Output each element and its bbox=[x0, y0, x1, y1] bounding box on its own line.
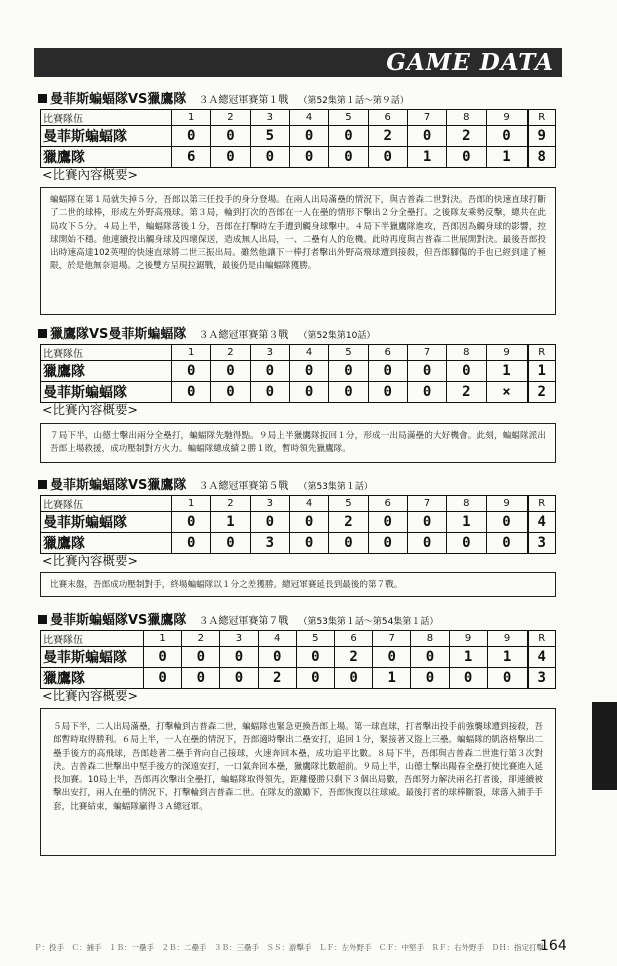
summary-label: <比賽內容概要> bbox=[42, 553, 138, 568]
team-name: 獵鷹隊 bbox=[41, 668, 144, 689]
score-cell: 0 bbox=[329, 361, 368, 382]
score-cell: 0 bbox=[329, 533, 368, 554]
score-cell: 0 bbox=[250, 361, 289, 382]
header-cell: 1 bbox=[172, 496, 211, 512]
score-cell: 0 bbox=[182, 647, 220, 668]
team-name: 曼菲斯蝙蝠隊 bbox=[41, 126, 172, 147]
score-cell: 0 bbox=[368, 382, 407, 403]
score-cell: 0 bbox=[289, 512, 328, 533]
score-cell: 0 bbox=[220, 668, 258, 689]
score-cell: 0 bbox=[329, 382, 368, 403]
square-bullet-icon bbox=[38, 94, 47, 103]
header-cell: 8 bbox=[447, 345, 486, 361]
total-runs-cell: 8 bbox=[528, 147, 556, 168]
header-cell: 7 bbox=[407, 345, 446, 361]
score-cell: 0 bbox=[172, 361, 211, 382]
square-bullet-icon bbox=[38, 329, 47, 338]
scoreboard-team-row bbox=[41, 126, 556, 147]
score-cell: 0 bbox=[407, 533, 446, 554]
score-cell: 0 bbox=[373, 647, 411, 668]
score-cell: 0 bbox=[211, 361, 250, 382]
header-cell: 4 bbox=[258, 631, 296, 647]
game-title: 獵鷹隊VS曼菲斯蝙蝠隊 bbox=[50, 327, 187, 342]
total-runs-cell: 4 bbox=[528, 647, 556, 668]
score-cell: 0 bbox=[289, 382, 328, 403]
header-cell: R bbox=[528, 345, 556, 361]
scoreboard-team-row bbox=[41, 647, 556, 668]
header-cell: 9 bbox=[486, 345, 528, 361]
team-name: 曼菲斯蝙蝠隊 bbox=[41, 512, 172, 533]
header-cell: 5 bbox=[329, 345, 368, 361]
header-cell: 6 bbox=[368, 496, 407, 512]
score-cell: 0 bbox=[329, 147, 368, 168]
header-cell: 2 bbox=[211, 345, 250, 361]
game-data-banner bbox=[34, 48, 562, 77]
scoreboard-header-row bbox=[41, 631, 556, 647]
chapter-side-tab bbox=[592, 702, 617, 790]
total-runs-cell: 1 bbox=[528, 361, 556, 382]
score-cell: 1 bbox=[373, 668, 411, 689]
header-cell: 6 bbox=[368, 345, 407, 361]
game-title: 曼菲斯蝙蝠隊VS獵鷹隊 bbox=[50, 478, 187, 493]
score-cell: 0 bbox=[407, 512, 446, 533]
header-cell: 7 bbox=[407, 110, 446, 126]
header-cell: 比賽隊伍 bbox=[41, 496, 172, 512]
score-cell: 0 bbox=[296, 647, 334, 668]
score-cell: 0 bbox=[411, 647, 449, 668]
score-cell: 3 bbox=[250, 533, 289, 554]
summary-label: <比賽內容概要> bbox=[42, 402, 138, 417]
game-source: （第53集第１話～第54集第１話） bbox=[298, 617, 439, 627]
header-cell: 4 bbox=[289, 110, 328, 126]
score-cell: 2 bbox=[334, 647, 372, 668]
score-cell: 2 bbox=[329, 512, 368, 533]
header-cell: 7 bbox=[373, 631, 411, 647]
score-cell: 0 bbox=[368, 533, 407, 554]
game-4-header bbox=[38, 609, 438, 628]
score-cell: 1 bbox=[407, 147, 446, 168]
header-cell: 比賽隊伍 bbox=[41, 110, 172, 126]
score-cell: 0 bbox=[449, 668, 487, 689]
header-cell: 6 bbox=[334, 631, 372, 647]
header-cell: 1 bbox=[144, 631, 182, 647]
score-cell: 0 bbox=[250, 382, 289, 403]
header-cell: R bbox=[528, 631, 556, 647]
header-cell: 3 bbox=[250, 110, 289, 126]
total-runs-cell: 9 bbox=[528, 126, 556, 147]
score-cell: 1 bbox=[487, 647, 527, 668]
game-1-summary: 蝙蝠隊在第１局就失掉５分，吾郎以第三任投手的身分登場。在兩人出局滿壘的情況下，與吉普森二世對決。吾郎的快速直球打斷了二世的球棒，形成左外野高飛球。第３局，輪到打次的吾郎在一人在壘的情形下擊出２分全壘打。之後隊友乘勢反擊，總共在此局攻下５分。４局上半，蝙蝠隊落後１分，吾郎在打擊時左手遭到觸身球擊中。４局下半獵鷹隊進攻，吾郎因為觸身球的影響，控球開始不穩。他連續投出觸身球及四壞保送，造成無人出局，一、二壘有人的危機。此時再度與吉普森二世展開對決。最後吾郎投出時速高達102英哩的快速直球將二世三振出局。雖然他讓下一棒打者擊出外野高飛球遭到接殺，但吾郎腳傷的手也已經到達了極限，於是他無奈退場。之後雙方呈現拉鋸戰，最後仍是由蝙蝠隊獲勝。 bbox=[40, 187, 556, 315]
scoreboard-team-row bbox=[41, 512, 556, 533]
score-cell: 0 bbox=[172, 512, 211, 533]
score-cell: 0 bbox=[296, 668, 334, 689]
header-cell: 2 bbox=[182, 631, 220, 647]
scoreboard-team-row bbox=[41, 361, 556, 382]
game-2-summary: ７局下半，山德士擊出兩分全壘打，蝙蝠隊先馳得點。９局上半獵鷹隊扳回１分，形成一出局滿壘的大好機會。此刻，蝙蝠隊派出吾郎上場救援，成功壓制對方火力。蝙蝠隊總成績２勝１敗，暫時領先獵鷹隊。 bbox=[40, 423, 556, 463]
total-runs-cell: 3 bbox=[528, 533, 556, 554]
header-cell: 9 bbox=[449, 631, 487, 647]
score-cell: 0 bbox=[447, 533, 486, 554]
header-cell: 9 bbox=[486, 110, 528, 126]
banner-title: GAME DATA bbox=[386, 49, 554, 76]
score-cell: 0 bbox=[211, 147, 250, 168]
game-source: （第52集第10話） bbox=[298, 331, 376, 341]
score-cell: 0 bbox=[289, 361, 328, 382]
game-source: （第53集第１話） bbox=[298, 482, 373, 492]
header-cell: 2 bbox=[211, 110, 250, 126]
score-cell: 6 bbox=[172, 147, 211, 168]
score-cell: × bbox=[486, 382, 528, 403]
page-number: 164 bbox=[540, 938, 567, 954]
score-cell: 0 bbox=[411, 668, 449, 689]
scoreboard-game-3 bbox=[40, 495, 556, 554]
header-cell: 8 bbox=[411, 631, 449, 647]
score-cell: 0 bbox=[407, 382, 446, 403]
score-cell: 0 bbox=[329, 126, 368, 147]
score-cell: 2 bbox=[447, 126, 486, 147]
team-name: 曼菲斯蝙蝠隊 bbox=[41, 647, 144, 668]
score-cell: 0 bbox=[250, 512, 289, 533]
score-cell: 0 bbox=[220, 647, 258, 668]
summary-label: <比賽內容概要> bbox=[42, 688, 138, 703]
header-cell: 比賽隊伍 bbox=[41, 631, 144, 647]
header-cell: 6 bbox=[368, 110, 407, 126]
score-cell: 0 bbox=[144, 668, 182, 689]
score-cell: 0 bbox=[172, 126, 211, 147]
score-cell: 0 bbox=[407, 126, 446, 147]
header-cell: 2 bbox=[211, 496, 250, 512]
team-name: 獵鷹隊 bbox=[41, 147, 172, 168]
scoreboard-header-row bbox=[41, 345, 556, 361]
score-cell: 0 bbox=[486, 512, 528, 533]
game-meta: ３Ａ總冠軍賽第７戰 bbox=[198, 616, 289, 627]
scoreboard-game-2 bbox=[40, 344, 556, 403]
score-cell: 2 bbox=[258, 668, 296, 689]
game-title: 曼菲斯蝙蝠隊VS獵鷹隊 bbox=[50, 613, 187, 628]
score-cell: 0 bbox=[447, 361, 486, 382]
game-3-summary: 比賽末盤，吾郎成功壓制對手，終場蝙蝠隊以１分之差獲勝。總冠軍賽延長到最後的第７戰。 bbox=[40, 572, 556, 597]
team-name: 獵鷹隊 bbox=[41, 533, 172, 554]
header-cell: 4 bbox=[289, 496, 328, 512]
score-cell: 0 bbox=[407, 361, 446, 382]
score-cell: 5 bbox=[250, 126, 289, 147]
score-cell: 0 bbox=[289, 147, 328, 168]
score-cell: 0 bbox=[211, 533, 250, 554]
header-cell: 8 bbox=[447, 496, 486, 512]
header-cell: 比賽隊伍 bbox=[41, 345, 172, 361]
score-cell: 0 bbox=[211, 382, 250, 403]
score-cell: 0 bbox=[289, 533, 328, 554]
score-cell: 0 bbox=[486, 126, 528, 147]
scoreboard-header-row bbox=[41, 110, 556, 126]
header-cell: 9 bbox=[486, 496, 528, 512]
header-cell: 1 bbox=[172, 110, 211, 126]
header-cell: 9 bbox=[487, 631, 527, 647]
score-cell: 0 bbox=[487, 668, 527, 689]
score-cell: 0 bbox=[172, 382, 211, 403]
total-runs-cell: 4 bbox=[528, 512, 556, 533]
summary-label: <比賽內容概要> bbox=[42, 167, 138, 182]
score-cell: 1 bbox=[486, 361, 528, 382]
score-cell: 0 bbox=[172, 533, 211, 554]
score-cell: 1 bbox=[486, 147, 528, 168]
score-cell: 0 bbox=[250, 147, 289, 168]
total-runs-cell: 3 bbox=[528, 668, 556, 689]
game-meta: ３Ａ總冠軍賽第１戰 bbox=[198, 95, 289, 106]
score-cell: 0 bbox=[182, 668, 220, 689]
game-2-header bbox=[38, 323, 375, 342]
team-name: 曼菲斯蝙蝠隊 bbox=[41, 382, 172, 403]
score-cell: 0 bbox=[334, 668, 372, 689]
header-cell: 1 bbox=[172, 345, 211, 361]
square-bullet-icon bbox=[38, 615, 47, 624]
score-cell: 0 bbox=[368, 512, 407, 533]
score-cell: 0 bbox=[368, 361, 407, 382]
header-cell: 5 bbox=[296, 631, 334, 647]
header-cell: 5 bbox=[329, 496, 368, 512]
scoreboard-game-4 bbox=[40, 630, 556, 689]
header-cell: 8 bbox=[447, 110, 486, 126]
game-4-summary: ５局下半，二人出局滿壘，打擊輪到吉普森二世，蝙蝠隊也緊急更換吾郎上場。第一球直球，打者擊出投手前強襲球遭到接殺，吾郎暫時取得勝利。６局上半，一人在壘的情況下，吾郎適時擊出二壘安打，追回１分，緊接著又盜上三壘。蝙蝠隊的凱洛格擊出二壘手後方的高飛球，吾郎趁著二壘手背向自己接球，火速奔回本壘，成功追平比數。８局下半，吾郎與吉普森二世進行第３次對決。吉普森二世擊出中堅手後方的深遠安打，一口氣奔回本壘，獵鷹隊比數超前。９局上半，山德士擊出陽春全壘打使比賽進入延長加賽。10局上半，吾郎再次擊出全壘打，蝙蝠隊取得領先，距離優勝只剩下３個出局數，吾郎努力解決兩名打者後，卻連續被擊出安打，兩人在壘的情況下，打擊輪到吉普森二世。在隊友的激勵下，吾郎恢復以往球威。最後打者的球棒斷裂，球落入捕手手套，比賽結束，蝙蝠隊贏得３Ａ總冠軍。 bbox=[40, 708, 556, 856]
score-cell: 0 bbox=[211, 126, 250, 147]
square-bullet-icon bbox=[38, 480, 47, 489]
header-cell: 3 bbox=[250, 345, 289, 361]
score-cell: 0 bbox=[368, 147, 407, 168]
score-cell: 0 bbox=[144, 647, 182, 668]
header-cell: R bbox=[528, 110, 556, 126]
header-cell: 7 bbox=[407, 496, 446, 512]
header-cell: 3 bbox=[250, 496, 289, 512]
score-cell: 0 bbox=[447, 147, 486, 168]
scoreboard-game-1 bbox=[40, 109, 556, 168]
scoreboard-header-row bbox=[41, 496, 556, 512]
score-cell: 1 bbox=[211, 512, 250, 533]
score-cell: 1 bbox=[447, 512, 486, 533]
game-meta: ３Ａ總冠軍賽第５戰 bbox=[198, 481, 289, 492]
score-cell: 0 bbox=[258, 647, 296, 668]
game-meta: ３Ａ總冠軍賽第３戰 bbox=[198, 330, 289, 341]
header-cell: R bbox=[528, 496, 556, 512]
score-cell: 0 bbox=[289, 126, 328, 147]
position-legend: Ｐ：投手 Ｃ：捕手 １Ｂ：一壘手 ２Ｂ：二壘手 ３Ｂ：三壘手 ＳＳ：游擊手 ＬＦ：左外野手 ＣＦ：中堅手 ＲＦ：右外野手 ＤＨ：指定打擊 bbox=[34, 943, 544, 952]
team-name: 獵鷹隊 bbox=[41, 361, 172, 382]
score-cell: 1 bbox=[449, 647, 487, 668]
game-3-header bbox=[38, 474, 373, 493]
header-cell: 3 bbox=[220, 631, 258, 647]
game-source: （第52集第１話～第９話） bbox=[298, 96, 409, 106]
game-title: 曼菲斯蝙蝠隊VS獵鷹隊 bbox=[50, 92, 187, 107]
score-cell: 0 bbox=[486, 533, 528, 554]
score-cell: 2 bbox=[368, 126, 407, 147]
header-cell: 5 bbox=[329, 110, 368, 126]
total-runs-cell: 2 bbox=[528, 382, 556, 403]
score-cell: 2 bbox=[447, 382, 486, 403]
game-1-header bbox=[38, 88, 409, 107]
header-cell: 4 bbox=[289, 345, 328, 361]
